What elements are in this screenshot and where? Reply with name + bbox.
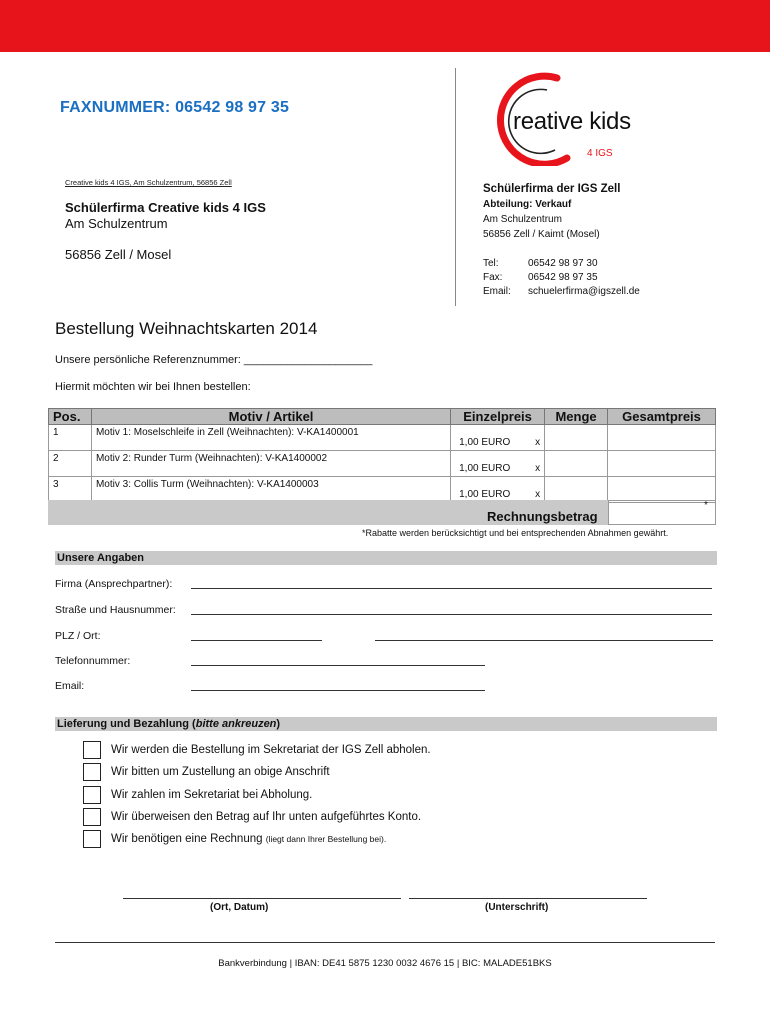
bank-details: Bankverbindung | IBAN: DE41 5875 1230 0032 4676 15 | BIC: MALADE51BKS [218,958,552,969]
row-quantity-input[interactable] [545,425,608,451]
sum-value-field[interactable] [608,500,716,525]
company-street: Am Schulzentrum [483,214,562,225]
email-field[interactable] [191,690,485,691]
place-date-label: (Ort, Datum) [210,902,269,913]
checkbox-pickup[interactable] [83,741,101,759]
place-date-field[interactable] [123,898,401,899]
fax-number-heading: FAXNUMMER: 06542 98 97 35 [60,99,290,116]
order-table-header [49,409,716,425]
order-intro: Hiermit möchten wir bei Ihnen bestellen: [55,381,251,393]
logo-text: reative kids [513,108,631,135]
company-info [483,182,620,242]
recipient-city: 56856 Zell / Mosel [65,247,172,262]
signature-field[interactable] [409,898,647,899]
company-title: Schülerfirma der IGS Zell [483,183,621,195]
option-delivery-label: Wir bitten um Zustellung an obige Anschrift [111,766,330,778]
col-pos: Pos. [49,409,92,425]
col-total: Gesamtpreis [608,409,716,425]
company-field[interactable] [191,588,712,589]
table-row [49,451,716,477]
signature-label: (Unterschrift) [485,902,549,913]
row-quantity-input[interactable] [545,451,608,477]
option-pickup-label: Wir werden die Bestellung im Sekretariat der IGS Zell abholen. [111,744,431,756]
row-price: 1,00 EURO x [451,451,545,477]
option-pay-office-label: Wir zahlen im Sekretariat bei Abholung. [111,789,313,801]
col-unit-price: Einzelpreis [451,409,545,425]
zip-city-label: PLZ / Ort: [55,630,101,642]
row-pos: 1 [49,425,92,451]
row-motif: Motiv 2: Runder Turm (Weihnachten): V-KA1400002 [91,451,450,477]
sum-label: Rechnungsbetrag [487,509,598,524]
company-logo [475,66,675,166]
row-price: 1,00 EURO x [451,425,545,451]
company-city: 56856 Zell / Kaimt (Mosel) [483,229,600,240]
checkbox-delivery[interactable] [83,763,101,781]
row-total [608,425,716,451]
company-department: Abteilung: Verkauf [483,199,572,210]
checkbox-transfer[interactable] [83,808,101,826]
contact-fax: Fax: 06542 98 97 35 [483,272,598,283]
recipient-name: Schülerfirma Creative kids 4 IGS [65,200,266,215]
contact-email: Email: schuelerfirma@igszell.de [483,286,640,297]
sum-footnote-mark: * [704,500,708,511]
checkbox-pay-office[interactable] [83,786,101,804]
order-title: Bestellung Weihnachtskarten 2014 [55,319,318,338]
table-row [49,477,716,503]
table-row [49,425,716,451]
company-contact [483,257,640,299]
contact-phone: Tel: 06542 98 97 30 [483,258,598,269]
phone-field[interactable] [191,665,485,666]
company-label: Firma (Ansprechpartner): [55,578,173,590]
email-label: Email: [55,680,85,692]
header-divider [455,68,456,306]
row-total [608,477,716,503]
street-label: Straße und Hausnummer: [55,604,176,616]
col-quantity: Menge [545,409,608,425]
footer-divider [55,942,715,943]
reference-line: Unsere persönliche Referenznummer: _____________________ [55,354,373,366]
discount-note: *Rabatte werden berücksichtigt und bei entsprechenden Abnahmen gewährt. [362,528,669,538]
details-heading: Unsere Angaben [55,551,717,565]
city-field[interactable] [375,640,713,641]
recipient-address [65,200,266,232]
col-motif: Motiv / Artikel [91,409,450,425]
sender-line: Creative kids 4 IGS, Am Schulzentrum, 56856 Zell [65,178,232,187]
phone-label: Telefonnummer: [55,655,131,667]
top-red-bar [0,0,770,52]
option-transfer-label: Wir überweisen den Betrag auf Ihr unten aufgeführtes Konto. [111,811,422,823]
row-quantity-input[interactable] [545,477,608,503]
logo-subtext: 4 IGS [587,148,613,159]
row-total [608,451,716,477]
zip-field[interactable] [191,640,322,641]
row-motif: Motiv 3: Collis Turm (Weihnachten): V-KA1400003 [91,477,450,503]
option-invoice-label: Wir benötigen eine Rechnung (liegt dann Ihrer Bestellung bei). [111,833,387,845]
row-pos: 3 [49,477,92,503]
row-pos: 2 [49,451,92,477]
recipient-street: Am Schulzentrum [65,216,168,231]
row-price: 1,00 EURO x [451,477,545,503]
row-motif: Motiv 1: Moselschleife in Zell (Weihnachten): V-KA1400001 [91,425,450,451]
order-table [48,408,716,503]
delivery-heading: Lieferung und Bezahlung (bitte ankreuzen) [55,717,717,731]
street-field[interactable] [191,614,712,615]
checkbox-invoice[interactable] [83,830,101,848]
